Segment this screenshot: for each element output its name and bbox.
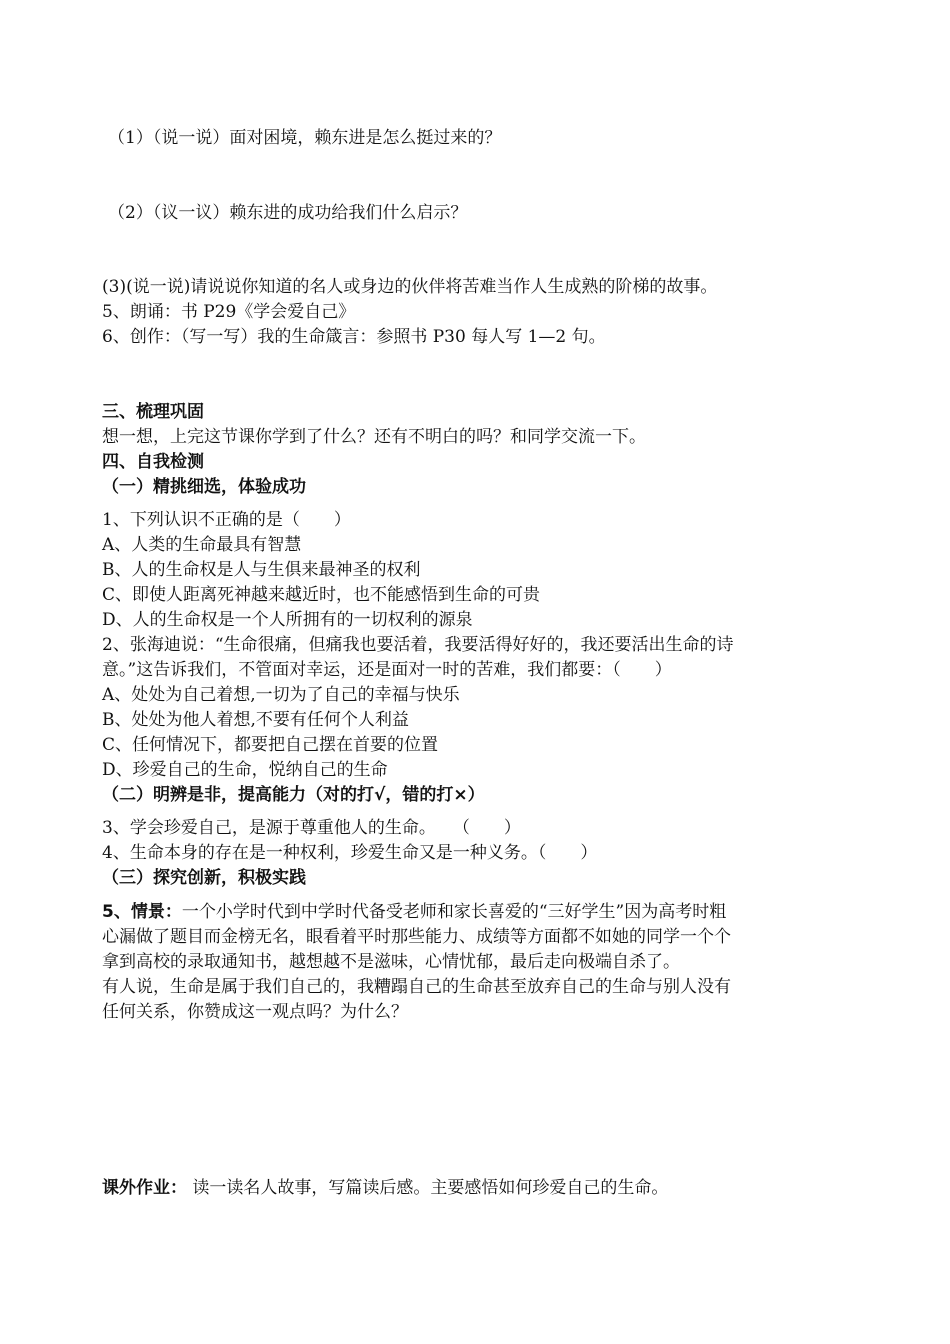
section3-text: 想一想，上完这节课你学到了什么？还有不明白的吗？和同学交流一下。 (102, 427, 646, 447)
section4-heading: 四、自我检测 (102, 452, 204, 472)
q5-line1 (102, 900, 822, 925)
q1-option-a: A、人类的生命最具有智慧 (102, 535, 302, 555)
activity-q3: (3)(说一说)请说说你知道的名人或身边的伙伴将苦难当作人生成熟的阶梯的故事。 (102, 277, 718, 297)
q5-line2: 心漏做了题目而金榜无名，眼看着平时那些能力、成绩等方面都不如她的同学一个个 (102, 927, 731, 947)
part2-heading: （二）明辨是非，提高能力（对的打√，错的打×） (102, 785, 485, 805)
q1-option-c: C、即使人距离死神越来越近时，也不能感悟到生命的可贵 (102, 585, 541, 605)
activity-q2: （2）（议一议）赖东进的成功给我们什么启示？ (108, 203, 468, 223)
activity-item6: 6、创作：（写一写）我的生命箴言：参照书 P30 每人写 1—2 句。 (102, 327, 606, 347)
q5-line4: 有人说，生命是属于我们自己的，我糟蹋自己的生命甚至放弃自己的生命与别人没有 (102, 977, 731, 997)
q5-text-line1: 一个小学时代到中学时代备受老师和家长喜爱的“三好学生”因为高考时粗 (181, 902, 727, 922)
q2-option-c: C、任何情况下，都要把自己摆在首要的位置 (102, 735, 439, 755)
activity-item5: 5、朗诵：书 P29《学会爱自己》 (102, 302, 356, 322)
q2-option-b: B、处处为他人着想,不要有任何个人利益 (102, 710, 409, 730)
q2-stem-line1: 2、张海迪说：“生命很痛，但痛我也要活着，我要活得好好的，我还要活出生命的诗 (102, 635, 734, 655)
part3-heading: （三）探究创新，积极实践 (102, 868, 306, 888)
q4-statement: 4、生命本身的存在是一种权利，珍爱生命又是一种义务。（ ） (102, 843, 598, 863)
part1-heading: （一）精挑细选，体验成功 (102, 477, 306, 497)
section3-heading: 三、梳理巩固 (102, 402, 204, 422)
homework-label: 课外作业： (102, 1178, 187, 1198)
homework-text: 读一读名人故事，写篇读后感。主要感悟如何珍爱自己的生命。 (187, 1178, 669, 1198)
q1-stem: 1、下列认识不正确的是（ ） (102, 510, 351, 530)
q5-line3: 拿到高校的录取通知书，越想越不是滋味，心情忧郁，最后走向极端自杀了。 (102, 952, 680, 972)
q1-option-d: D、人的生命权是一个人所拥有的一切权利的源泉 (102, 610, 473, 630)
q1-option-b: B、人的生命权是人与生俱来最神圣的权利 (102, 560, 421, 580)
q3-statement: 3、学会珍爱自己，是源于尊重他人的生命。 （ ） (102, 818, 521, 838)
q2-stem-line2: 意。”这告诉我们，不管面对幸运，还是面对一时的苦难，我们都要：（ ） (102, 660, 672, 680)
q5-label: 5、情景： (102, 902, 182, 922)
q2-option-a: A、处处为自己着想,一切为了自己的幸福与快乐 (102, 685, 460, 705)
q5-line5: 任何关系，你赞成这一观点吗？为什么？ (102, 1002, 408, 1022)
activity-q1: （1）（说一说）面对困境，赖东进是怎么挺过来的？ (108, 128, 502, 148)
q2-option-d: D、珍爱自己的生命，悦纳自己的生命 (102, 760, 388, 780)
homework-line (102, 1176, 822, 1201)
